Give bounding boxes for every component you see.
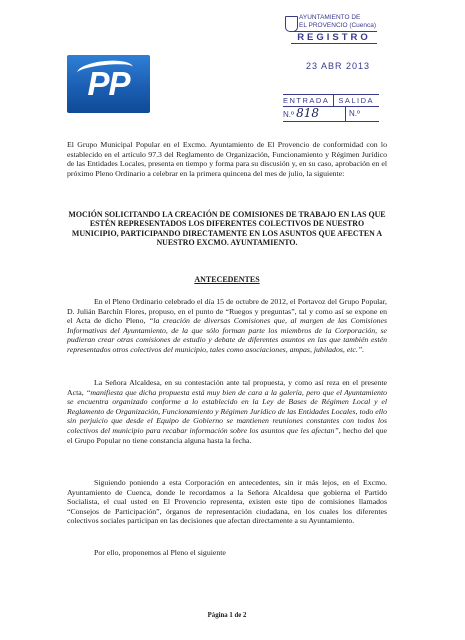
page-footer: Página 1 de 2	[207, 612, 247, 619]
stamp-date: 23 ABR 2013	[305, 61, 371, 71]
stamp-no-value: 818	[296, 106, 320, 120]
paragraph-2	[67, 378, 387, 445]
pp-logo	[67, 55, 150, 113]
stamp-no-label2: N.º	[349, 109, 360, 118]
p2-tail: , hecho del que el Grupo Popular no tiene constancia alguna hasta la fecha.	[67, 425, 387, 445]
section-heading: ANTECEDENTES	[194, 275, 260, 284]
stamp-number-row	[283, 106, 379, 122]
intro-paragraph	[67, 140, 387, 178]
stamp-no-label: N.º	[283, 110, 294, 119]
motion-title: MOCIÓN SOLICITANDO LA CREACIÓN DE COMISIONES DE TRABAJO EN LAS QUE ESTÉN REPRESENTADOS LOS DIFERENTES COLECTIVOS DE NUESTRO MUNICIPIO, PARTICIPANDO DIRECTAMENTE EN LOS ASUNTOS QUE AFECTEN A NUESTRO EXCMO. AYUNTAMIENTO.	[68, 210, 386, 248]
registry-stamp	[283, 14, 379, 124]
p4-text: Por ello, proponemos al Pleno el siguiente	[94, 548, 226, 557]
stamp-entrada: ENTRADA	[283, 96, 330, 105]
stamp-registro: REGISTRO	[291, 31, 377, 44]
paragraph-1	[67, 297, 387, 355]
stamp-line2: EL PROVENCIO (Cuenca)	[299, 22, 377, 29]
stamp-salida: SALIDA	[338, 96, 375, 105]
coat-of-arms-icon	[285, 16, 298, 32]
paragraph-3	[67, 478, 387, 526]
paragraph-4	[67, 548, 387, 558]
p1-quote: “la creación de diversas Comisiones que, al margen de las Comisiones Informativas del Ayuntamiento, de la que sólo forman parte los miembros de la Corporación, se pudieran crear otras comisiones de estudio y debate de diferentes asuntos en las que también estén representados otros colectivos del municipio, tales como asociaciones, ampas, jubilados, etc.”.	[67, 316, 387, 354]
p1-plain: En el Pleno Ordinario celebrado el día 15 de octubre de 2012, el Portavoz del Grupo Popular, D. Julián Barchín Flores, propuso, en el punto de “Ruegos y preguntas”, tal y como así se expone en el Acta de dicho Pleno,	[67, 297, 387, 326]
stamp-divider	[345, 106, 346, 121]
stamp-line1: AYUNTAMIENTO DE	[299, 14, 361, 21]
stamp-divider	[333, 95, 334, 106]
p2-plain: La Señora Alcaldesa, en su contestación ante tal propuesta, y como así reza en el presente Acta,	[67, 378, 387, 397]
p2-quote: “manifiesta que dicha propuesta está muy bien de cara a la galería, pero que el Ayuntamiento se encuentra organizado conforme a lo establecido en la Ley de Bases de Régimen Local y el Reglamento de Organización, Funcionamiento y Régimen Jurídico de las Entidades Locales, todo ello sin perjuicio que desde el Equipo de Gobierno se mantienen reuniones constantes con todos los colectivos del municipio para recabar información sobre los asuntos que les afectan”	[67, 387, 388, 435]
logo-text: PP	[87, 65, 130, 102]
intro-text: El Grupo Municipal Popular en el Excmo. Ayuntamiento de El Provencio de conformidad con lo establecido en el artículo 97.3 del Reglamento de Organización, Funcionamiento y Régimen Jurídico de las Entidades Locales, presenta en tiempo y forma para su discusión y, en su caso, aprobación en el próximo Pleno Ordinario a celebrar en la primera quincena del mes de julio, la siguiente:	[67, 140, 387, 178]
p3-text: Siguiendo poniendo a esta Corporación en antecedentes, sin ir más lejos, en el Excmo. Ayuntamiento de Cuenca, donde le recordamos a la Señora Alcaldesa que gobierna el Partido Socialista, el cual usted en El Provencio representa, existen este tipo de comisiones llamados “Consejos de Participación”, órganos de representación ciudadana, en los cuales los diferentes colectivos sociales participan en las decisiones que afectan directamente a su Ayuntamiento.	[67, 478, 387, 526]
